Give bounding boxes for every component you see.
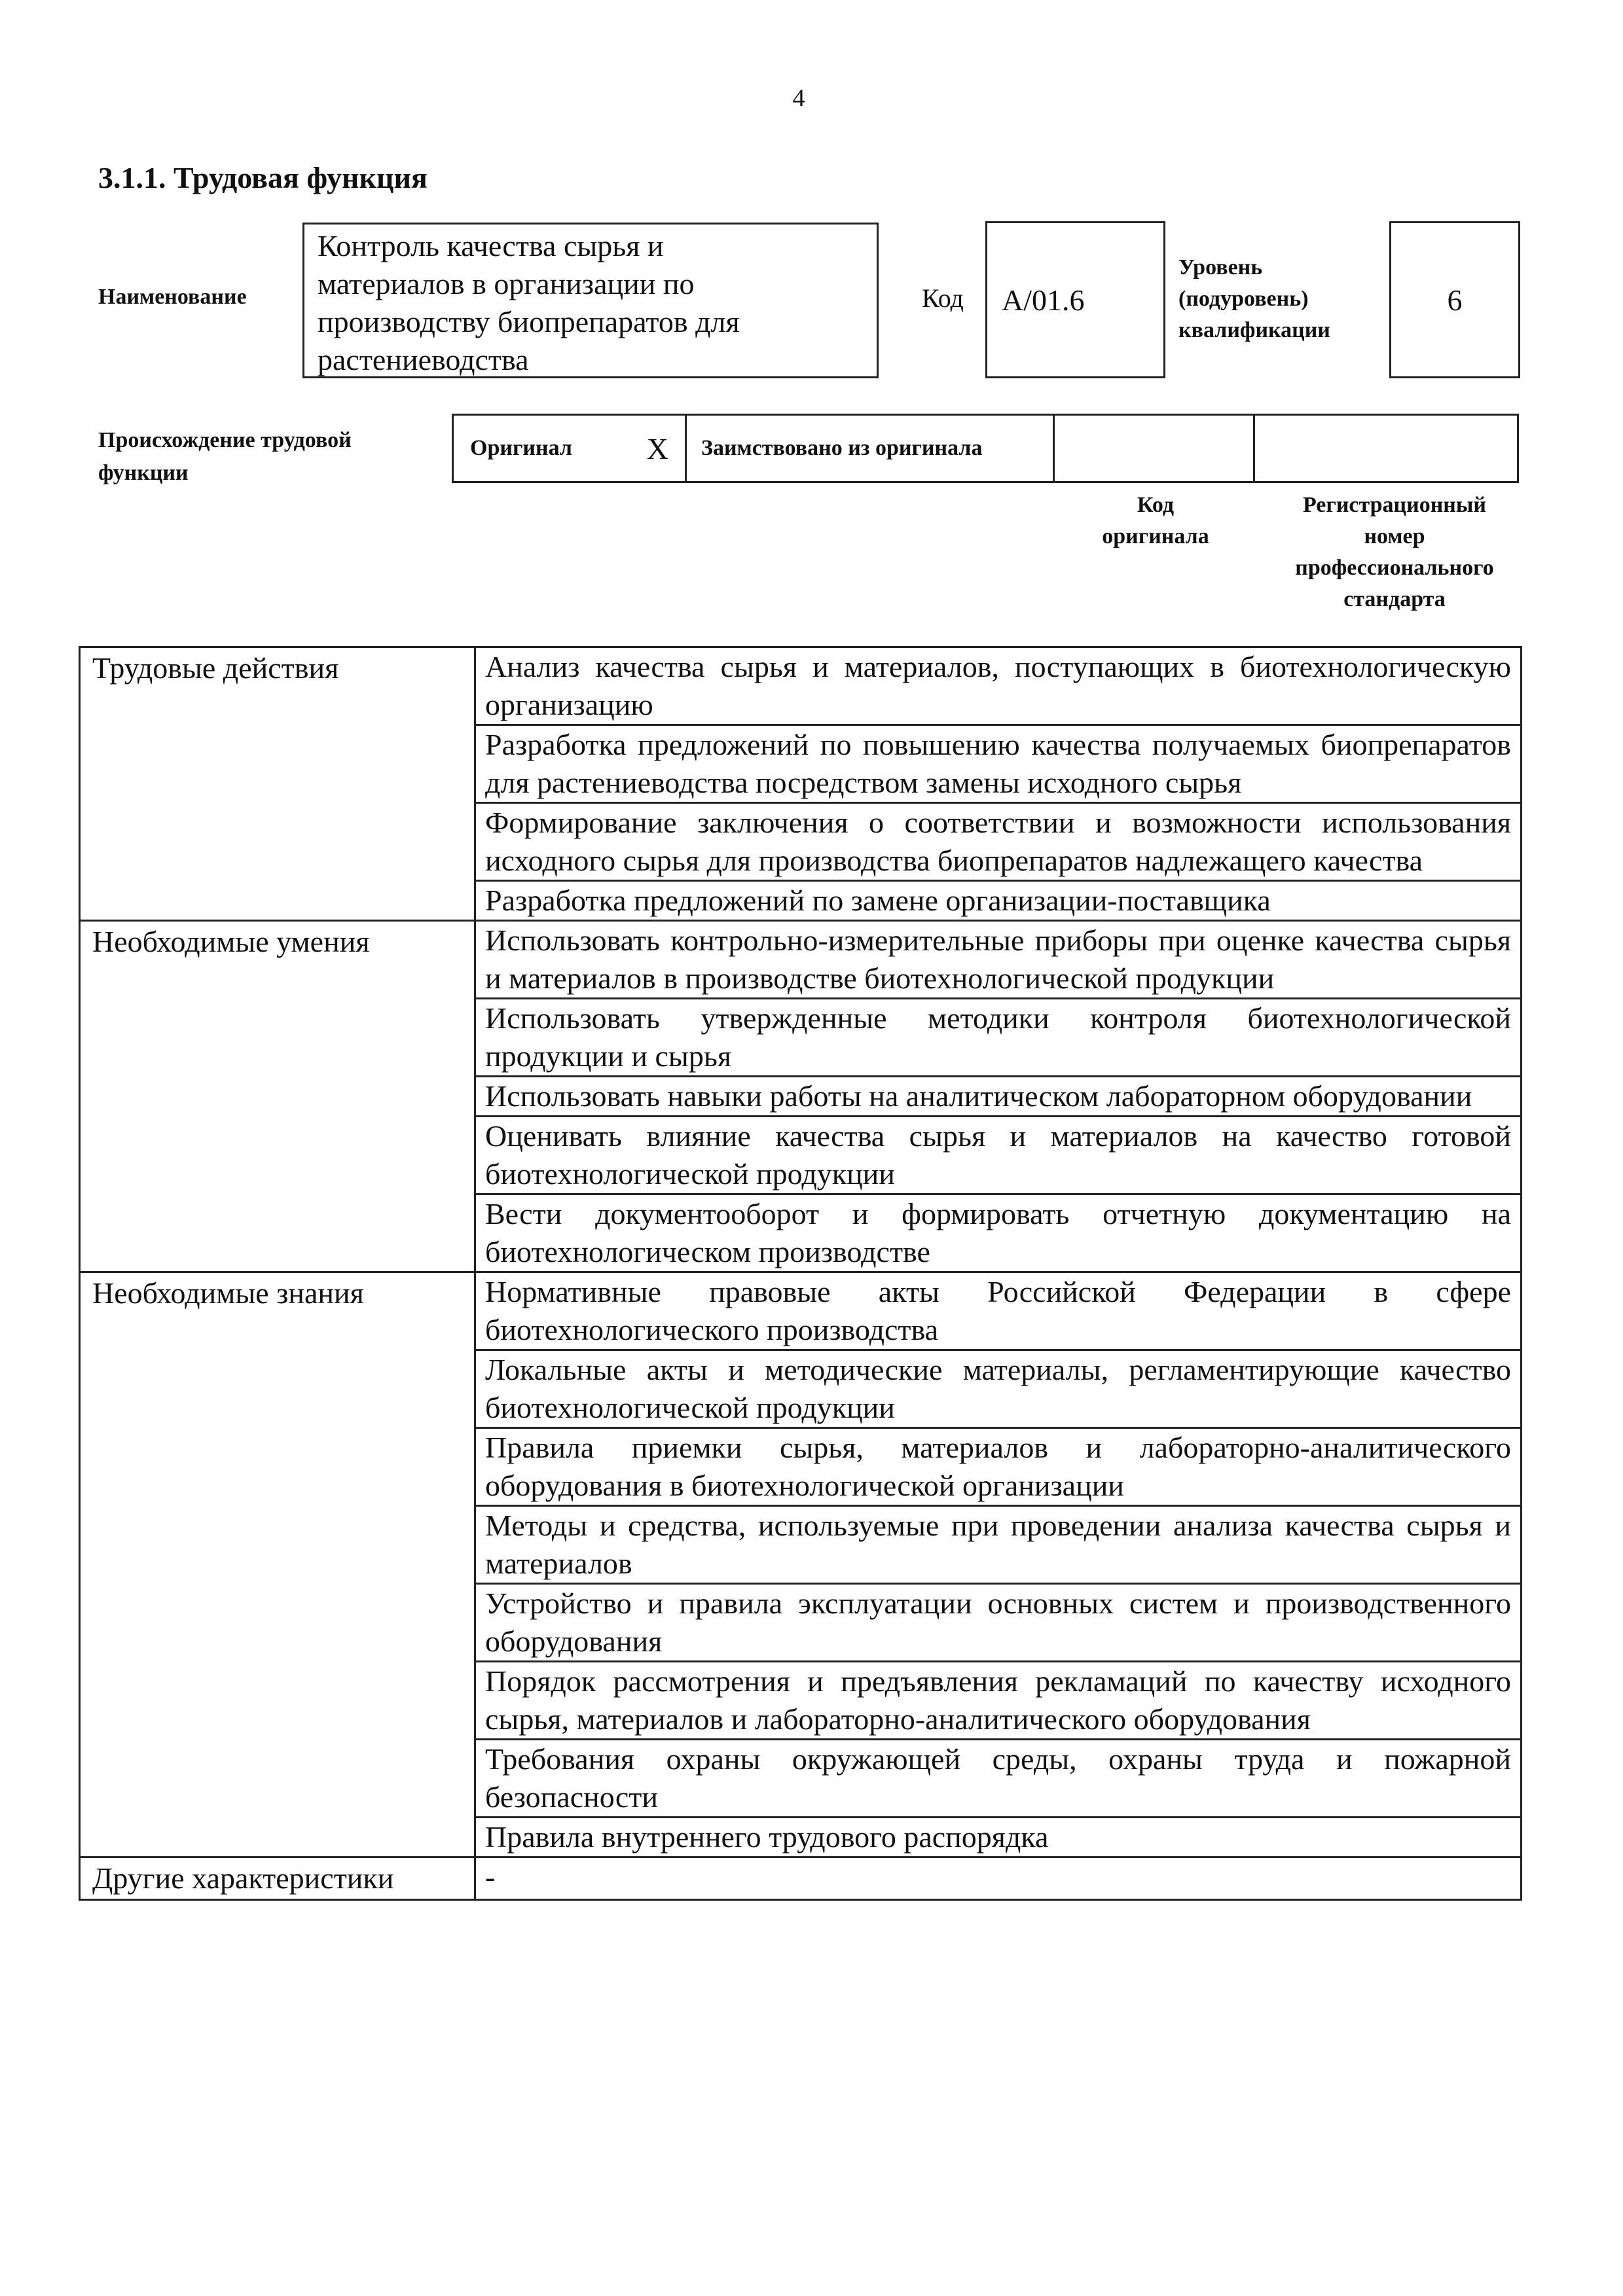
table-cell: Устройство и правила эксплуатации основных систем и производственного оборудования [475, 1584, 1522, 1662]
name-label: Наименование [98, 285, 247, 309]
table-cell: Использовать контрольно-измерительные приборы при оценке качества сырья и материалов в производстве биотехнологической продукции [475, 921, 1522, 999]
table-cell: Правила внутреннего трудового распорядка [475, 1818, 1522, 1857]
code-label: Код [922, 283, 964, 313]
labor-actions-title: Трудовые действия [80, 647, 475, 921]
reg-number-cell [1255, 416, 1517, 481]
section-title: 3.1.1. Трудовая функция [98, 161, 428, 194]
other-value: - [475, 1857, 1522, 1900]
table-cell: Формирование заключения о соответствии и возможности использования исходного сырья для производства биопрепаратов надлежащего качества [475, 803, 1522, 881]
table-row [80, 1272, 1522, 1350]
knowledge-title: Необходимые знания [80, 1272, 475, 1857]
table-cell: Вести документооборот и формировать отчетную документацию на биотехнологическом производстве [475, 1194, 1522, 1272]
original-label: Оригинал [470, 436, 572, 460]
skills-title: Необходимые умения [80, 921, 475, 1272]
original-mark: X [646, 431, 668, 465]
other-title: Другие характеристики [80, 1857, 475, 1900]
code-original-cell [1055, 416, 1255, 481]
table-cell: Требования охраны окружающей среды, охраны труда и пожарной безопасности [475, 1740, 1522, 1818]
table-cell: Разработка предложений по замене организации-поставщика [475, 881, 1522, 921]
borrowed-label: Заимствовано из оригинала [701, 436, 983, 460]
name-line: растениеводства [318, 343, 529, 376]
name-value-box [302, 223, 879, 378]
table-cell: Методы и средства, используемые при проведении анализа качества сырья и материалов [475, 1506, 1522, 1584]
table-row [80, 1857, 1522, 1900]
table-cell: Использовать навыки работы на аналитическом лабораторном оборудовании [475, 1077, 1522, 1117]
table-cell: Нормативные правовые акты Российской Федерации в сфере биотехнологического производства [475, 1272, 1522, 1350]
reg-number-caption: Регистрационный номер профессионального стандарта [1295, 493, 1494, 611]
original-cell [454, 416, 687, 481]
origin-row [452, 414, 1519, 483]
table-cell: Порядок рассмотрения и предъявления рекламаций по качеству исходного сырья, материалов и лабораторно-аналитического оборудования [475, 1662, 1522, 1740]
borrowed-cell [687, 416, 1055, 481]
table-cell: Использовать утвержденные методики контроля биотехнологической продукции и сырья [475, 999, 1522, 1077]
code-original-caption: Код оригинала [1102, 493, 1209, 548]
main-table [79, 646, 1522, 1901]
name-line: производству биопрепаратов для [318, 305, 740, 338]
level-value: 6 [1389, 221, 1520, 378]
level-label: Уровень (подуровень) квалификации [1178, 255, 1330, 342]
code-value: А/01.6 [985, 221, 1165, 378]
table-cell: Оценивать влияние качества сырья и материалов на качество готовой биотехнологической продукции [475, 1117, 1522, 1194]
table-cell: Анализ качества сырья и материалов, поступающих в биотехнологическую организацию [475, 647, 1522, 725]
table-cell: Правила приемки сырья, материалов и лабораторно-аналитического оборудования в биотехнологической организации [475, 1428, 1522, 1506]
name-line: материалов в организации по [318, 267, 695, 300]
table-row [80, 647, 1522, 725]
page-number: 4 [792, 84, 805, 112]
table-row [80, 921, 1522, 999]
name-line: Контроль качества сырья и [318, 229, 664, 262]
table-cell: Локальные акты и методические материалы, регламентирующие качество биотехнологической продукции [475, 1350, 1522, 1428]
origin-label: Происхождение трудовой функции [98, 428, 352, 485]
table-cell: Разработка предложений по повышению качества получаемых биопрепаратов для растениеводства посредством замены исходного сырья [475, 725, 1522, 803]
